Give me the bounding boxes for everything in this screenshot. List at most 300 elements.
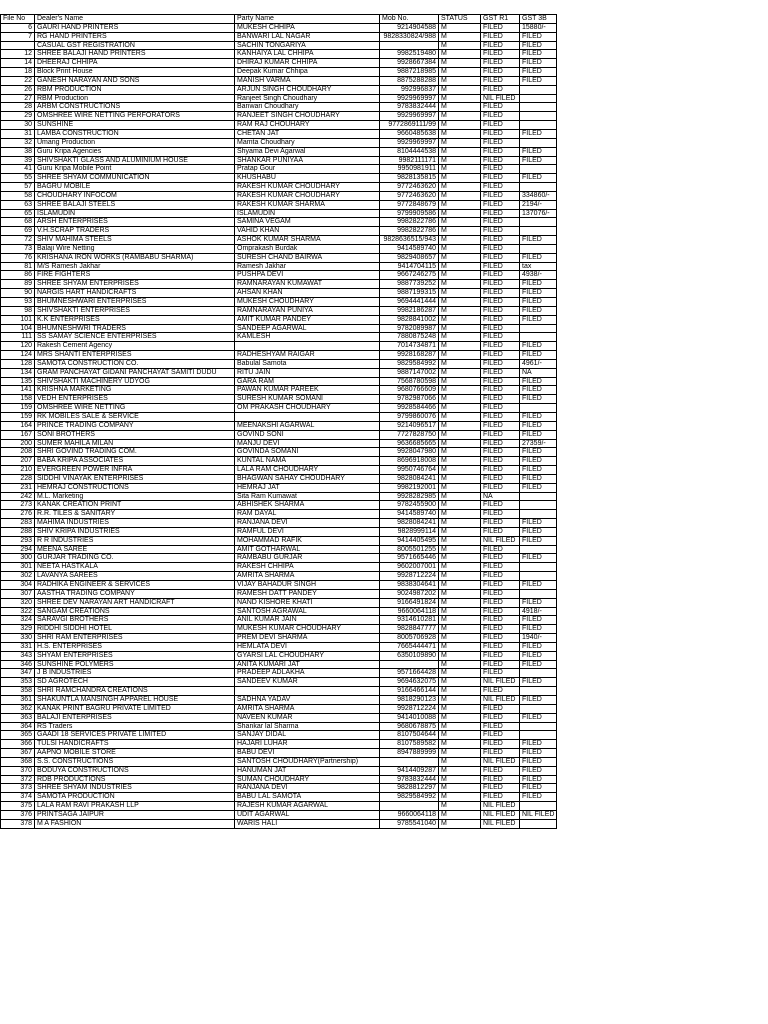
- gst-r1-cell[interactable]: FILED: [481, 412, 520, 421]
- gst-r1-cell[interactable]: FILED: [481, 395, 520, 404]
- gst-r1-cell[interactable]: FILED: [481, 342, 520, 351]
- status-cell[interactable]: M: [439, 271, 481, 280]
- gst-3b-cell[interactable]: [520, 218, 557, 227]
- gst-3b-cell[interactable]: [520, 589, 557, 598]
- status-cell[interactable]: M: [439, 359, 481, 368]
- gst-3b-cell[interactable]: FILED: [520, 757, 557, 766]
- party-name-cell[interactable]: Ramesh Jakhar: [235, 262, 380, 271]
- party-name-cell[interactable]: RAMNARAYAN KUMAWAT: [235, 280, 380, 289]
- dealer-name-cell[interactable]: KRISHNA MARKETING: [35, 386, 235, 395]
- dealer-name-cell[interactable]: OMSHREE WIRE NETTING: [35, 404, 235, 413]
- file-no-cell[interactable]: 6: [1, 23, 35, 32]
- gst-3b-cell[interactable]: FILED: [520, 793, 557, 802]
- mob-no-cell[interactable]: 9838304641: [380, 581, 439, 590]
- gst-r1-cell[interactable]: FILED: [481, 439, 520, 448]
- gst-r1-cell[interactable]: FILED: [481, 713, 520, 722]
- dealer-name-cell[interactable]: RADHIKA ENGINEER & SERVICES: [35, 581, 235, 590]
- gst-3b-cell[interactable]: [520, 183, 557, 192]
- mob-no-cell[interactable]: 9783832444: [380, 103, 439, 112]
- mob-no-cell[interactable]: 9667246275: [380, 271, 439, 280]
- file-no-cell[interactable]: [1, 41, 35, 50]
- file-no-cell[interactable]: 120: [1, 342, 35, 351]
- status-cell[interactable]: M: [439, 430, 481, 439]
- mob-no-cell[interactable]: 9660064118: [380, 607, 439, 616]
- table-row[interactable]: [1, 819, 557, 828]
- table-row[interactable]: [1, 766, 557, 775]
- dealer-name-cell[interactable]: VEDH ENTERPRISES: [35, 395, 235, 404]
- mob-no-cell[interactable]: 9782089987: [380, 324, 439, 333]
- gst-3b-cell[interactable]: FILED: [520, 236, 557, 245]
- gst-r1-cell[interactable]: FILED: [481, 103, 520, 112]
- dealer-name-cell[interactable]: NEETA HASTKALA: [35, 563, 235, 572]
- party-name-cell[interactable]: SANTOSH CHOUDHARY(Partnership): [235, 757, 380, 766]
- party-name-cell[interactable]: ISLAMUDIN: [235, 209, 380, 218]
- gst-3b-cell[interactable]: FILED: [520, 76, 557, 85]
- gst-r1-cell[interactable]: FILED: [481, 404, 520, 413]
- gst-3b-cell[interactable]: FILED: [520, 377, 557, 386]
- party-name-cell[interactable]: RANJANA DEVI: [235, 784, 380, 793]
- gst-r1-cell[interactable]: FILED: [481, 545, 520, 554]
- file-no-cell[interactable]: 370: [1, 766, 35, 775]
- table-row[interactable]: [1, 333, 557, 342]
- mob-no-cell[interactable]: 9828636515/943: [380, 236, 439, 245]
- mob-no-cell[interactable]: 9782987066: [380, 395, 439, 404]
- mob-no-cell[interactable]: 9214096517: [380, 421, 439, 430]
- status-cell[interactable]: M: [439, 183, 481, 192]
- status-cell[interactable]: M: [439, 634, 481, 643]
- dealer-name-cell[interactable]: SAMOTA CONSTRUCTION CO.: [35, 359, 235, 368]
- gst-r1-cell[interactable]: FILED: [481, 784, 520, 793]
- table-row[interactable]: [1, 377, 557, 386]
- party-name-cell[interactable]: AMIT KUMAR PANDEY: [235, 315, 380, 324]
- table-row[interactable]: [1, 810, 557, 819]
- table-row[interactable]: [1, 103, 557, 112]
- mob-no-cell[interactable]: 9414010088: [380, 713, 439, 722]
- status-cell[interactable]: M: [439, 510, 481, 519]
- mob-no-cell[interactable]: 9772463620: [380, 183, 439, 192]
- dealer-name-cell[interactable]: MRS SHANTI ENTERPRISES: [35, 351, 235, 360]
- gst-3b-cell[interactable]: FILED: [520, 695, 557, 704]
- table-row[interactable]: [1, 642, 557, 651]
- dealer-name-cell[interactable]: MAHIMA INDUSTRIES: [35, 519, 235, 528]
- gst-3b-cell[interactable]: FILED: [520, 448, 557, 457]
- mob-no-cell[interactable]: 9828812297: [380, 784, 439, 793]
- table-row[interactable]: [1, 651, 557, 660]
- gst-3b-cell[interactable]: FILED: [520, 315, 557, 324]
- party-name-cell[interactable]: KUNTAL NAMA: [235, 457, 380, 466]
- mob-no-cell[interactable]: 6350109890: [380, 651, 439, 660]
- gst-3b-cell[interactable]: FILED: [520, 280, 557, 289]
- status-cell[interactable]: M: [439, 607, 481, 616]
- status-cell[interactable]: M: [439, 793, 481, 802]
- file-no-cell[interactable]: 32: [1, 138, 35, 147]
- gst-r1-cell[interactable]: FILED: [481, 218, 520, 227]
- file-no-cell[interactable]: 72: [1, 236, 35, 245]
- file-no-cell[interactable]: 210: [1, 466, 35, 475]
- dealer-name-cell[interactable]: KANAK CREATION PRINT: [35, 501, 235, 510]
- party-name-cell[interactable]: DHIRAJ KUMAR CHHIPA: [235, 59, 380, 68]
- gst-3b-cell[interactable]: [520, 227, 557, 236]
- status-cell[interactable]: M: [439, 156, 481, 165]
- mob-no-cell[interactable]: 9214904588: [380, 23, 439, 32]
- dealer-name-cell[interactable]: SARAVGI BROTHERS: [35, 616, 235, 625]
- mob-no-cell[interactable]: 9928667384: [380, 59, 439, 68]
- table-row[interactable]: [1, 209, 557, 218]
- dealer-name-cell[interactable]: GAURI HAND PRINTERS: [35, 23, 235, 32]
- status-cell[interactable]: M: [439, 819, 481, 828]
- status-cell[interactable]: M: [439, 32, 481, 41]
- gst-3b-cell[interactable]: [520, 165, 557, 174]
- status-cell[interactable]: M: [439, 660, 481, 669]
- status-cell[interactable]: M: [439, 722, 481, 731]
- dealer-name-cell[interactable]: J B INDUSTRIES: [35, 669, 235, 678]
- gst-3b-cell[interactable]: [520, 244, 557, 253]
- table-row[interactable]: [1, 121, 557, 130]
- gst-r1-cell[interactable]: FILED: [481, 430, 520, 439]
- status-cell[interactable]: M: [439, 174, 481, 183]
- mob-no-cell[interactable]: 9928282985: [380, 492, 439, 501]
- dealer-name-cell[interactable]: SHIVSHAKTI ENTERPRISES: [35, 306, 235, 315]
- party-name-cell[interactable]: WARIS HALI: [235, 819, 380, 828]
- party-name-cell[interactable]: KHUSHABU: [235, 174, 380, 183]
- mob-no-cell[interactable]: 9414589740: [380, 244, 439, 253]
- status-cell[interactable]: M: [439, 466, 481, 475]
- file-no-cell[interactable]: 158: [1, 395, 35, 404]
- mob-no-cell[interactable]: 7014734871: [380, 342, 439, 351]
- party-name-cell[interactable]: BHAGWAN SAHAY CHOUDHARY: [235, 474, 380, 483]
- dealer-name-cell[interactable]: LAMBA CONSTRUCTION: [35, 129, 235, 138]
- table-row[interactable]: [1, 50, 557, 59]
- dealer-name-cell[interactable]: AASTHA TRADING COMPANY: [35, 589, 235, 598]
- mob-no-cell[interactable]: 9772463620: [380, 191, 439, 200]
- mob-no-cell[interactable]: 9929969997: [380, 94, 439, 103]
- dealer-name-cell[interactable]: LALA RAM RAVI PRAKASH LLP: [35, 802, 235, 811]
- status-cell[interactable]: M: [439, 695, 481, 704]
- gst-3b-cell[interactable]: 4938/-: [520, 271, 557, 280]
- party-name-cell[interactable]: Sita Ram Kumawat: [235, 492, 380, 501]
- dealer-name-cell[interactable]: GRAM PANCHAYAT GIDANI PANCHAYAT SAMITI DUDU: [35, 368, 235, 377]
- dealer-name-cell[interactable]: MEENA SAREE: [35, 545, 235, 554]
- gst-3b-cell[interactable]: 1940/-: [520, 634, 557, 643]
- file-no-cell[interactable]: 302: [1, 572, 35, 581]
- mob-no-cell[interactable]: 9818290123: [380, 695, 439, 704]
- table-row[interactable]: [1, 607, 557, 616]
- status-cell[interactable]: M: [439, 227, 481, 236]
- mob-no-cell[interactable]: [380, 757, 439, 766]
- file-no-cell[interactable]: 73: [1, 244, 35, 253]
- dealer-name-cell[interactable]: SHIVSHAKTI GLASS AND ALUMINIUM HOUSE: [35, 156, 235, 165]
- file-no-cell[interactable]: 365: [1, 731, 35, 740]
- table-row[interactable]: [1, 448, 557, 457]
- file-no-cell[interactable]: 231: [1, 483, 35, 492]
- gst-3b-cell[interactable]: FILED: [520, 351, 557, 360]
- gst-r1-cell[interactable]: FILED: [481, 191, 520, 200]
- file-no-cell[interactable]: 346: [1, 660, 35, 669]
- party-name-cell[interactable]: RANJANA DEVI: [235, 519, 380, 528]
- party-name-cell[interactable]: RANJEET SINGH CHOUDHARY: [235, 112, 380, 121]
- party-name-cell[interactable]: Shankar lal Sharma: [235, 722, 380, 731]
- gst-3b-cell[interactable]: [520, 545, 557, 554]
- status-cell[interactable]: M: [439, 616, 481, 625]
- party-name-cell[interactable]: RAMBABU GURJAR: [235, 554, 380, 563]
- party-name-cell[interactable]: RAM DAYAL: [235, 510, 380, 519]
- party-name-cell[interactable]: [235, 687, 380, 696]
- gst-r1-cell[interactable]: FILED: [481, 510, 520, 519]
- table-row[interactable]: [1, 501, 557, 510]
- gst-3b-cell[interactable]: FILED: [520, 625, 557, 634]
- mob-no-cell[interactable]: 9887739252: [380, 280, 439, 289]
- file-no-cell[interactable]: 228: [1, 474, 35, 483]
- gst-r1-cell[interactable]: FILED: [481, 23, 520, 32]
- gst-r1-cell[interactable]: FILED: [481, 76, 520, 85]
- table-row[interactable]: [1, 386, 557, 395]
- mob-no-cell[interactable]: 9166466144: [380, 687, 439, 696]
- gst-3b-cell[interactable]: FILED: [520, 660, 557, 669]
- table-row[interactable]: [1, 351, 557, 360]
- status-cell[interactable]: M: [439, 536, 481, 545]
- mob-no-cell[interactable]: 9982822786: [380, 227, 439, 236]
- table-row[interactable]: [1, 775, 557, 784]
- gst-3b-cell[interactable]: FILED: [520, 527, 557, 536]
- table-row[interactable]: [1, 757, 557, 766]
- status-cell[interactable]: M: [439, 501, 481, 510]
- gst-r1-cell[interactable]: FILED: [481, 377, 520, 386]
- gst-r1-cell[interactable]: FILED: [481, 359, 520, 368]
- dealer-name-cell[interactable]: Guru Kripa Agencies: [35, 147, 235, 156]
- gst-3b-cell[interactable]: FILED: [520, 784, 557, 793]
- party-name-cell[interactable]: RADHESHYAM RAIGAR: [235, 351, 380, 360]
- gst-3b-cell[interactable]: [520, 492, 557, 501]
- file-no-cell[interactable]: 167: [1, 430, 35, 439]
- status-cell[interactable]: M: [439, 775, 481, 784]
- gst-r1-cell[interactable]: FILED: [481, 669, 520, 678]
- file-no-cell[interactable]: 159: [1, 404, 35, 413]
- gst-3b-cell[interactable]: FILED: [520, 616, 557, 625]
- gst-r1-cell[interactable]: FILED: [481, 156, 520, 165]
- dealer-name-cell[interactable]: BHUMNESHWARI ENTERPRISES: [35, 298, 235, 307]
- party-name-cell[interactable]: GOVINDA SOMANI: [235, 448, 380, 457]
- party-name-cell[interactable]: ANITA KUMARI JAT: [235, 660, 380, 669]
- table-row[interactable]: [1, 616, 557, 625]
- file-no-cell[interactable]: 307: [1, 589, 35, 598]
- party-name-cell[interactable]: [235, 342, 380, 351]
- dealer-name-cell[interactable]: FIRE FIGHTERS: [35, 271, 235, 280]
- gst-3b-cell[interactable]: FILED: [520, 147, 557, 156]
- dealer-name-cell[interactable]: KANAK PRINT BAGRU PRIVATE LIMITED: [35, 704, 235, 713]
- dealer-name-cell[interactable]: DHEERAJ CHHIPA: [35, 59, 235, 68]
- party-name-cell[interactable]: PUSHPA DEVI: [235, 271, 380, 280]
- gst-3b-cell[interactable]: FILED: [520, 253, 557, 262]
- mob-no-cell[interactable]: 9414409287: [380, 766, 439, 775]
- status-cell[interactable]: M: [439, 85, 481, 94]
- dealer-name-cell[interactable]: SUMER MAHILA MILAN: [35, 439, 235, 448]
- gst-r1-cell[interactable]: FILED: [481, 687, 520, 696]
- status-cell[interactable]: M: [439, 678, 481, 687]
- gst-3b-cell[interactable]: FILED: [520, 598, 557, 607]
- dealer-name-cell[interactable]: SHREE DEV NARAYAN ART HANDICRAFT: [35, 598, 235, 607]
- file-no-cell[interactable]: 98: [1, 306, 35, 315]
- mob-no-cell[interactable]: 7880875248: [380, 333, 439, 342]
- file-no-cell[interactable]: 301: [1, 563, 35, 572]
- gst-r1-cell[interactable]: FILED: [481, 793, 520, 802]
- table-row[interactable]: [1, 244, 557, 253]
- file-no-cell[interactable]: 283: [1, 519, 35, 528]
- party-name-cell[interactable]: UDIT AGARWAL: [235, 810, 380, 819]
- gst-r1-cell[interactable]: FILED: [481, 581, 520, 590]
- gst-3b-cell[interactable]: 4961/-: [520, 359, 557, 368]
- table-row[interactable]: [1, 271, 557, 280]
- file-no-cell[interactable]: 111: [1, 333, 35, 342]
- mob-no-cell[interactable]: 9414405495: [380, 536, 439, 545]
- status-cell[interactable]: M: [439, 802, 481, 811]
- gst-3b-cell[interactable]: FILED: [520, 466, 557, 475]
- status-cell[interactable]: M: [439, 324, 481, 333]
- party-name-cell[interactable]: RITU JAIN: [235, 368, 380, 377]
- file-no-cell[interactable]: 81: [1, 262, 35, 271]
- table-row[interactable]: [1, 253, 557, 262]
- gst-3b-cell[interactable]: FILED: [520, 298, 557, 307]
- gst-r1-cell[interactable]: FILED: [481, 147, 520, 156]
- gst-r1-cell[interactable]: NIL FILED: [481, 695, 520, 704]
- table-row[interactable]: [1, 412, 557, 421]
- gst-3b-cell[interactable]: FILED: [520, 386, 557, 395]
- party-name-cell[interactable]: RAMNARAYAN PUNIYA: [235, 306, 380, 315]
- status-cell[interactable]: M: [439, 519, 481, 528]
- dealer-name-cell[interactable]: BABA KRIPA ASSOCIATES: [35, 457, 235, 466]
- status-cell[interactable]: M: [439, 386, 481, 395]
- table-row[interactable]: [1, 731, 557, 740]
- status-cell[interactable]: M: [439, 439, 481, 448]
- table-row[interactable]: [1, 200, 557, 209]
- mob-no-cell[interactable]: [380, 802, 439, 811]
- gst-r1-cell[interactable]: FILED: [481, 457, 520, 466]
- file-no-cell[interactable]: 63: [1, 200, 35, 209]
- gst-r1-cell[interactable]: FILED: [481, 59, 520, 68]
- gst-r1-cell[interactable]: FILED: [481, 280, 520, 289]
- party-name-cell[interactable]: ANIL KUMAR JAIN: [235, 616, 380, 625]
- file-no-cell[interactable]: 124: [1, 351, 35, 360]
- gst-3b-cell[interactable]: [520, 704, 557, 713]
- gst-r1-cell[interactable]: FILED: [481, 368, 520, 377]
- status-cell[interactable]: M: [439, 121, 481, 130]
- party-name-cell[interactable]: SADHNA YADAV: [235, 695, 380, 704]
- file-no-cell[interactable]: 12: [1, 50, 35, 59]
- gst-3b-cell[interactable]: NA: [520, 368, 557, 377]
- mob-no-cell[interactable]: 9982519480: [380, 50, 439, 59]
- dealer-name-cell[interactable]: GANESH NARAYAN AND SONS: [35, 76, 235, 85]
- mob-no-cell[interactable]: 9414704115: [380, 262, 439, 271]
- dealer-name-cell[interactable]: RIDDHI SIDDHI HOTEL: [35, 625, 235, 634]
- status-cell[interactable]: M: [439, 112, 481, 121]
- status-cell[interactable]: M: [439, 395, 481, 404]
- party-name-cell[interactable]: BANWARI LAL NAGAR: [235, 32, 380, 41]
- gst-r1-cell[interactable]: FILED: [481, 474, 520, 483]
- file-no-cell[interactable]: 368: [1, 757, 35, 766]
- dealer-name-cell[interactable]: SUNSHINE: [35, 121, 235, 130]
- gst-3b-cell[interactable]: 27359/-: [520, 439, 557, 448]
- party-name-cell[interactable]: CHETAN JAT: [235, 129, 380, 138]
- file-no-cell[interactable]: 200: [1, 439, 35, 448]
- file-no-cell[interactable]: 93: [1, 298, 35, 307]
- file-no-cell[interactable]: 30: [1, 121, 35, 130]
- gst-3b-cell[interactable]: [520, 103, 557, 112]
- table-row[interactable]: [1, 545, 557, 554]
- gst-3b-cell[interactable]: FILED: [520, 395, 557, 404]
- party-name-cell[interactable]: PREM DEVI SHARMA: [235, 634, 380, 643]
- status-cell[interactable]: M: [439, 200, 481, 209]
- party-name-cell[interactable]: KANHAIYA LAL CHHIPA: [235, 50, 380, 59]
- gst-3b-cell[interactable]: 137076/-: [520, 209, 557, 218]
- party-name-cell[interactable]: RAJESH KUMAR AGARWAL: [235, 802, 380, 811]
- gst-r1-cell[interactable]: NA: [481, 492, 520, 501]
- dealer-name-cell[interactable]: SHREE SHYAM COMMUNICATION: [35, 174, 235, 183]
- mob-no-cell[interactable]: 9829584992: [380, 793, 439, 802]
- gst-3b-cell[interactable]: [520, 802, 557, 811]
- dealer-name-cell[interactable]: LAVANYA SAREES: [35, 572, 235, 581]
- party-name-cell[interactable]: Shyama Devi Agarwal: [235, 147, 380, 156]
- mob-no-cell[interactable]: 9314610281: [380, 616, 439, 625]
- dealer-name-cell[interactable]: SS SAMAY SCIENCE ENTERPRISES: [35, 333, 235, 342]
- party-name-cell[interactable]: MUKESH CHOUDHARY: [235, 298, 380, 307]
- table-row[interactable]: [1, 510, 557, 519]
- gst-r1-cell[interactable]: FILED: [481, 616, 520, 625]
- table-row[interactable]: [1, 598, 557, 607]
- party-name-cell[interactable]: KAMLESH: [235, 333, 380, 342]
- party-name-cell[interactable]: Omprakash Burdak: [235, 244, 380, 253]
- mob-no-cell[interactable]: 9772869111/99: [380, 121, 439, 130]
- gst-r1-cell[interactable]: NIL FILED: [481, 757, 520, 766]
- gst-r1-cell[interactable]: FILED: [481, 236, 520, 245]
- status-cell[interactable]: M: [439, 68, 481, 77]
- status-cell[interactable]: M: [439, 41, 481, 50]
- dealer-name-cell[interactable]: H.S. ENTERPRISES: [35, 642, 235, 651]
- status-cell[interactable]: M: [439, 244, 481, 253]
- file-no-cell[interactable]: 164: [1, 421, 35, 430]
- gst-r1-cell[interactable]: FILED: [481, 519, 520, 528]
- status-cell[interactable]: M: [439, 306, 481, 315]
- status-cell[interactable]: M: [439, 589, 481, 598]
- dealer-name-cell[interactable]: M A FASHION: [35, 819, 235, 828]
- gst-r1-cell[interactable]: FILED: [481, 642, 520, 651]
- gst-3b-cell[interactable]: [520, 333, 557, 342]
- status-cell[interactable]: M: [439, 412, 481, 421]
- gst-3b-cell[interactable]: FILED: [520, 306, 557, 315]
- dealer-name-cell[interactable]: M/S Ramesh Jakhar: [35, 262, 235, 271]
- file-no-cell[interactable]: 300: [1, 554, 35, 563]
- gst-3b-cell[interactable]: FILED: [520, 581, 557, 590]
- gst-r1-cell[interactable]: FILED: [481, 421, 520, 430]
- party-name-cell[interactable]: MANJU DEVI: [235, 439, 380, 448]
- file-no-cell[interactable]: 374: [1, 793, 35, 802]
- gst-r1-cell[interactable]: FILED: [481, 244, 520, 253]
- mob-no-cell[interactable]: 8947889999: [380, 749, 439, 758]
- party-name-cell[interactable]: NAND KISHORE KHATI: [235, 598, 380, 607]
- gst-r1-cell[interactable]: FILED: [481, 448, 520, 457]
- mob-no-cell[interactable]: 8104444538: [380, 147, 439, 156]
- file-no-cell[interactable]: 363: [1, 713, 35, 722]
- gst-3b-cell[interactable]: [520, 112, 557, 121]
- mob-no-cell[interactable]: 9799909586: [380, 209, 439, 218]
- table-row[interactable]: [1, 669, 557, 678]
- party-name-cell[interactable]: RAKESH KUMAR SHARMA: [235, 200, 380, 209]
- file-no-cell[interactable]: 29: [1, 112, 35, 121]
- gst-r1-cell[interactable]: NIL FILED: [481, 819, 520, 828]
- dealer-name-cell[interactable]: Balaji Wire Netting: [35, 244, 235, 253]
- status-cell[interactable]: M: [439, 457, 481, 466]
- mob-no-cell[interactable]: 9982111171: [380, 156, 439, 165]
- file-no-cell[interactable]: 27: [1, 94, 35, 103]
- dealer-name-cell[interactable]: R R INDUSTRIES: [35, 536, 235, 545]
